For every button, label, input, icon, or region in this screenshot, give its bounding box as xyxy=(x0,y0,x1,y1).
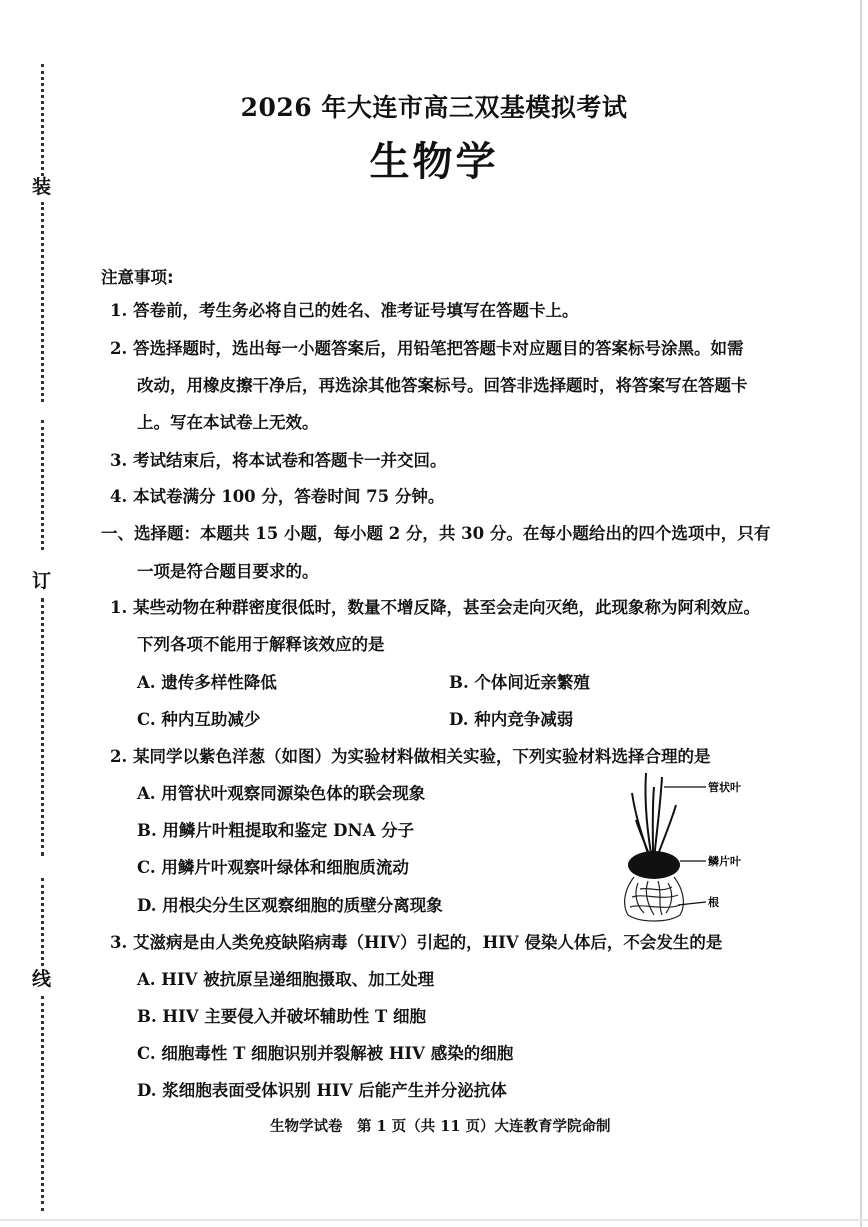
question-option: C. 细胞毒性 T 细胞识别并裂解被 HIV 感染的细胞 xyxy=(137,1044,514,1063)
question-stem: 3. 艾滋病是由人类免疫缺陷病毒（HIV）引起的，HIV 侵染人体后，不会发生的是 xyxy=(110,933,723,952)
root-mass-illustration xyxy=(625,877,684,921)
question-stem: 下列各项不能用于解释该效应的是 xyxy=(137,635,385,654)
question-option: B. 用鳞片叶粗提取和鉴定 DNA 分子 xyxy=(137,821,415,840)
leader-line xyxy=(678,902,706,905)
bulb-shape xyxy=(628,851,680,879)
section-heading: 一、选择题：本题共 15 小题，每小题 2 分，共 30 分。在每小题给出的四个选项中，只有 xyxy=(101,524,771,543)
tubular-leaves-illustration xyxy=(632,773,676,860)
page-edge-bottom xyxy=(0,1219,868,1221)
notice-heading: 注意事项: xyxy=(101,268,174,287)
binding-dots xyxy=(41,202,44,402)
binding-dots xyxy=(41,996,44,1211)
notice-item: 4. 本试卷满分 100 分，答卷时间 75 分钟。 xyxy=(110,487,445,506)
question-option: D. 用根尖分生区观察细胞的质壁分离现象 xyxy=(137,896,443,915)
binding-mark-ding: 订 xyxy=(32,570,52,592)
question-option: A. HIV 被抗原呈递细胞摄取、加工处理 xyxy=(137,970,435,989)
question-option: B. HIV 主要侵入并破坏辅助性 T 细胞 xyxy=(137,1007,427,1026)
label-tubular-leaf: 管状叶 xyxy=(708,781,741,794)
onion-figure xyxy=(604,765,774,925)
question-stem: 2. 某同学以紫色洋葱（如图）为实验材料做相关实验，下列实验材料选择合理的是 xyxy=(110,747,711,766)
notice-item: 3. 考试结束后，将本试卷和答题卡一并交回。 xyxy=(110,451,447,470)
notice-item: 1. 答卷前，考生务必将自己的姓名、准考证号填写在答题卡上。 xyxy=(110,301,579,320)
question-option: A. 遗传多样性降低 xyxy=(137,673,277,692)
binding-dots xyxy=(41,420,44,550)
binding-mark-zhuang: 装 xyxy=(32,176,52,198)
question-stem: 1. 某些动物在种群密度很低时，数量不增反降，甚至会走向灭绝，此现象称为阿利效应。 xyxy=(110,598,760,617)
binding-dots xyxy=(41,878,44,966)
label-scale-leaf: 鳞片叶 xyxy=(708,855,741,868)
question-option: C. 种内互助减少 xyxy=(137,710,261,729)
question-option: D. 浆细胞表面受体识别 HIV 后能产生并分泌抗体 xyxy=(137,1081,507,1100)
section-heading: 一项是符合题目要求的。 xyxy=(137,562,319,581)
question-option: A. 用管状叶观察同源染色体的联会现象 xyxy=(137,784,426,803)
notice-item: 改动，用橡皮擦干净后，再选涂其他答案标号。回答非选择题时，将答案写在答题卡 xyxy=(137,376,748,395)
label-root: 根 xyxy=(708,896,719,909)
exam-title: 2026 年大连市高三双基模拟考试 xyxy=(240,93,628,122)
notice-item: 2. 答选择题时，选出每一小题答案后，用铅笔把答题卡对应题目的答案标号涂黑。如需 xyxy=(110,339,744,358)
question-option: D. 种内竞争减弱 xyxy=(449,710,574,729)
question-option: B. 个体间近亲繁殖 xyxy=(449,673,590,692)
question-option: C. 用鳞片叶观察叶绿体和细胞质流动 xyxy=(137,858,409,877)
subject-title: 生物学 xyxy=(369,139,499,185)
page-footer: 生物学试卷 第 1 页（共 11 页）大连教育学院命制 xyxy=(270,1118,611,1135)
notice-item: 上。写在本试卷上无效。 xyxy=(137,413,319,432)
binding-dots xyxy=(41,598,44,856)
binding-mark-xian: 线 xyxy=(32,968,52,990)
